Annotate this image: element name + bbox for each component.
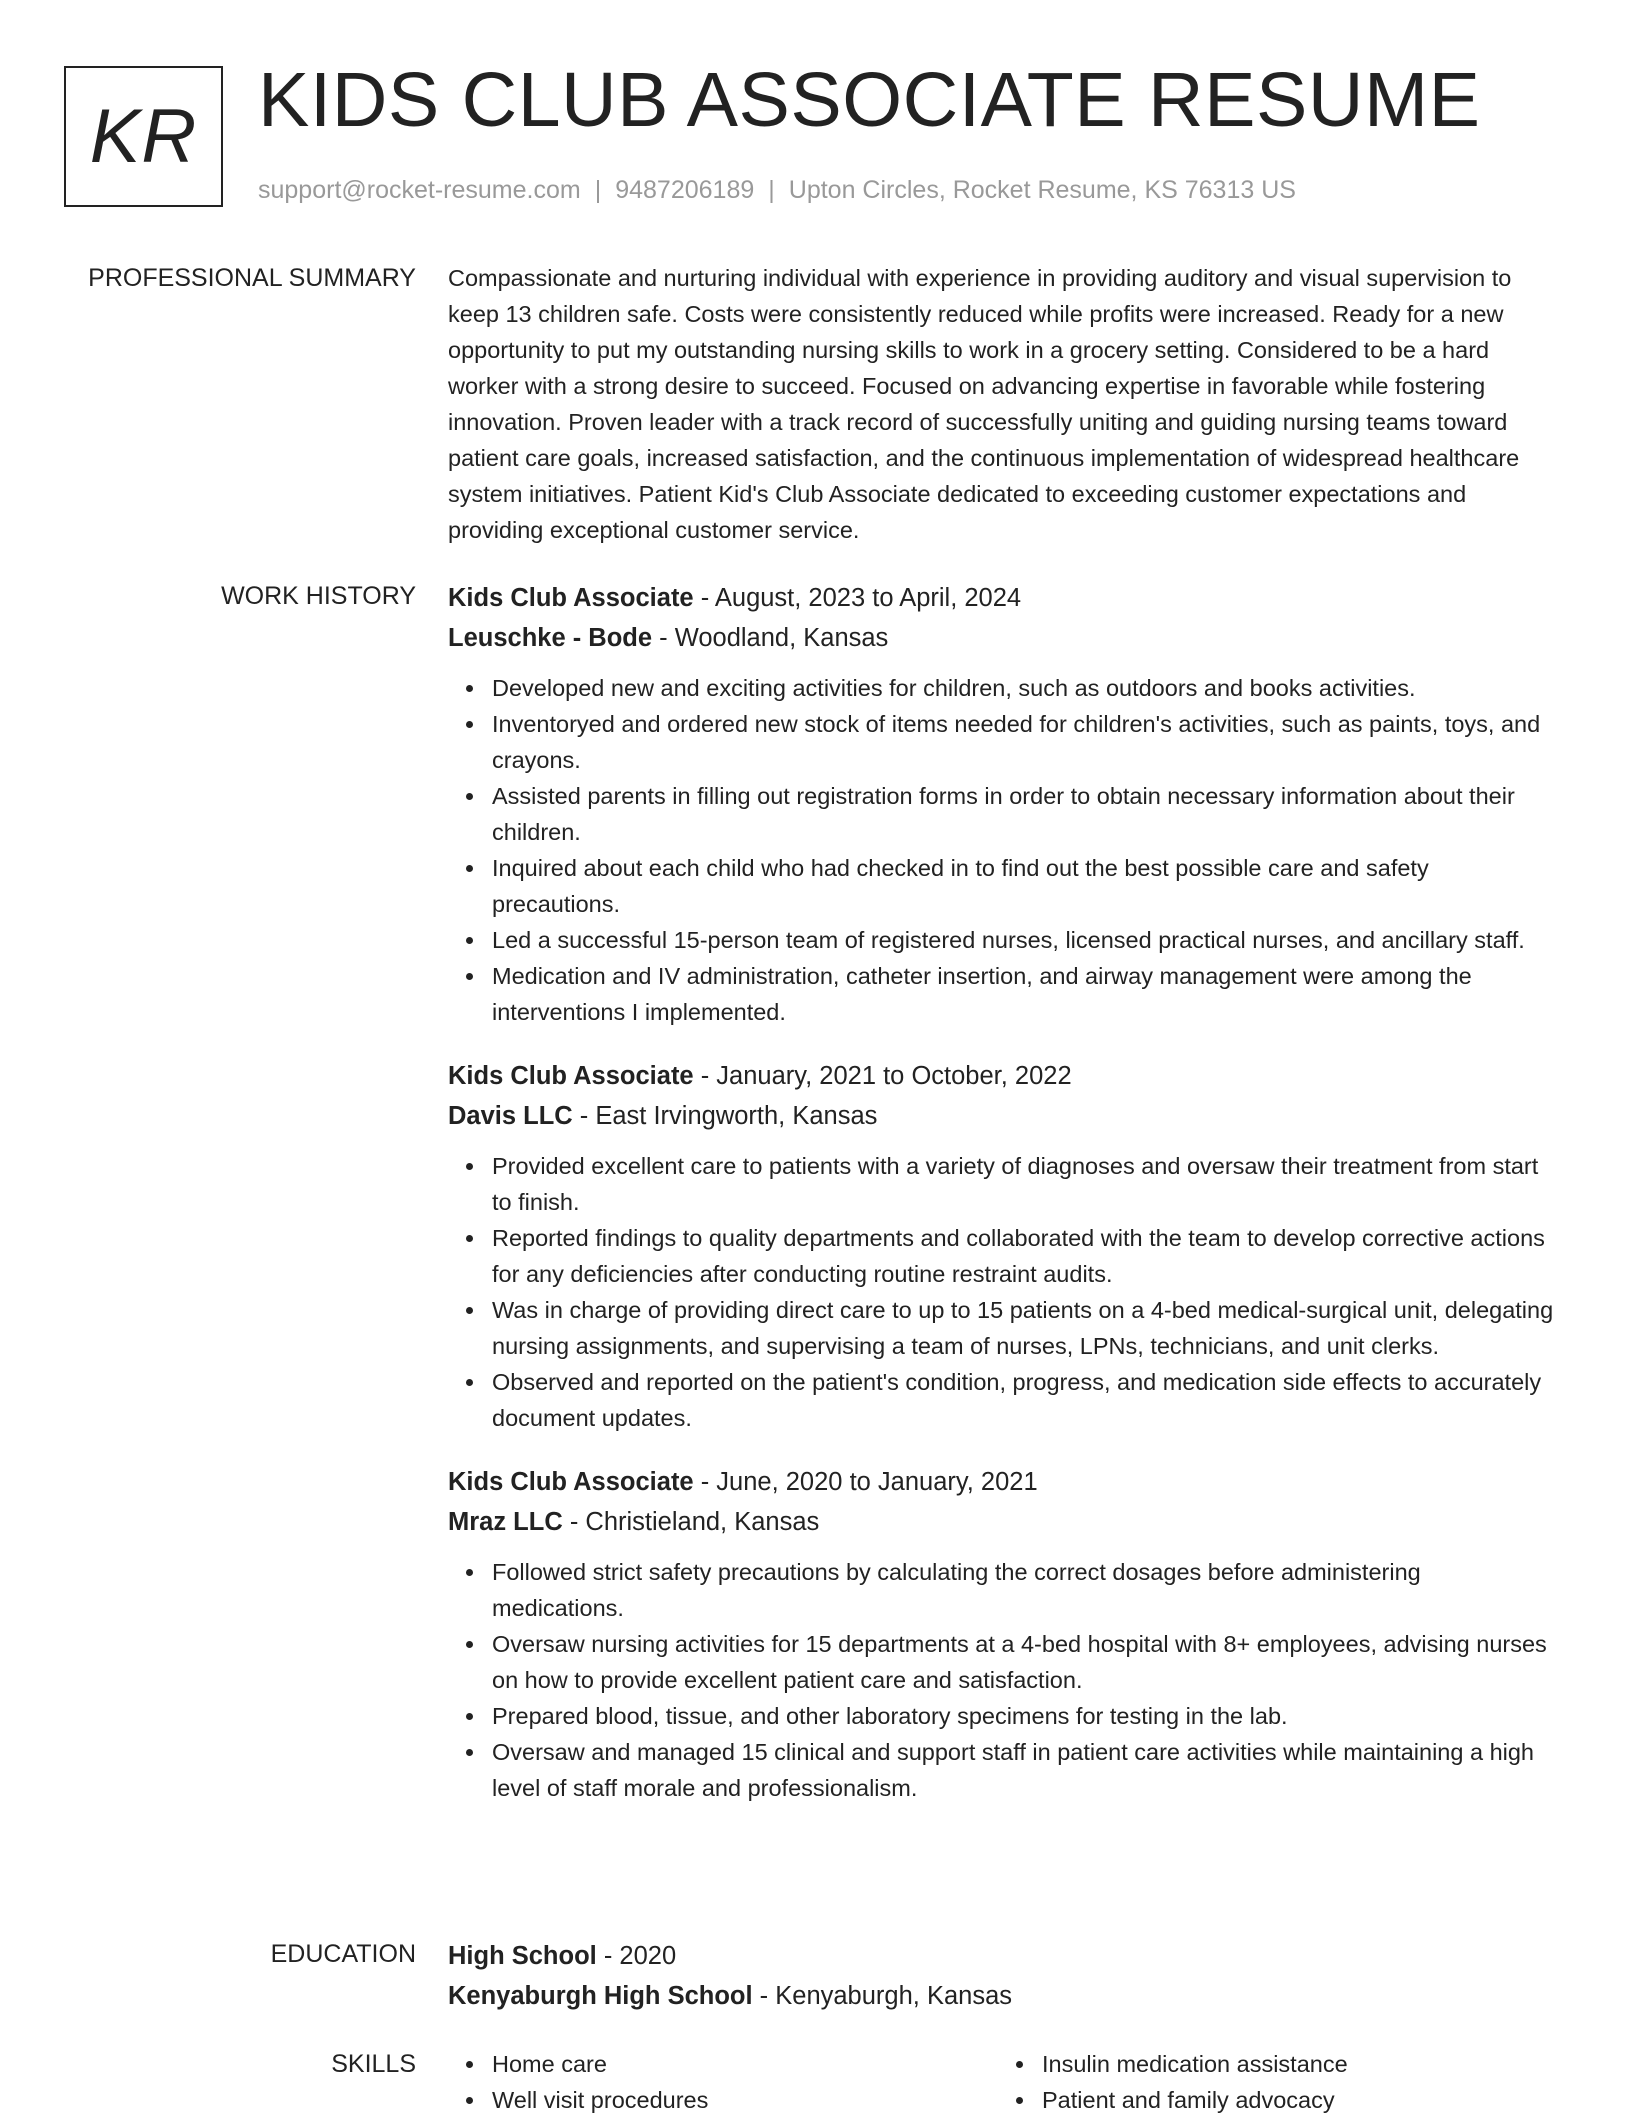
skill-item: Home care bbox=[492, 2046, 998, 2082]
job-bullet: Observed and reported on the patient's condition, progress, and medication side effects to accurately document updates. bbox=[492, 1364, 1558, 1436]
skill-item: Well visit procedures bbox=[492, 2082, 998, 2118]
job-employer-line bbox=[448, 1502, 1558, 1542]
job-bullets bbox=[448, 1148, 1558, 1436]
job-bullets bbox=[448, 670, 1558, 1030]
job-employer-line bbox=[448, 1096, 1558, 1136]
section-heading-skills: SKILLS bbox=[331, 2050, 416, 2078]
job-dates: - January, 2021 to October, 2022 bbox=[693, 1062, 1072, 1090]
education-body bbox=[448, 1936, 1558, 2016]
job-bullet: Medication and IV administration, catheter insertion, and airway management were among the interventions I implemented. bbox=[492, 958, 1558, 1030]
job-title: Kids Club Associate bbox=[448, 1468, 694, 1496]
contact-email: support@rocket-resume.com bbox=[258, 176, 581, 204]
job-title-line bbox=[448, 1056, 1558, 1096]
contact-line bbox=[258, 176, 1296, 205]
job-title: Kids Club Associate bbox=[448, 584, 694, 612]
skills-body bbox=[448, 2046, 1558, 2118]
job-bullet: Provided excellent care to patients with a variety of diagnoses and oversaw their treatment from start to finish. bbox=[492, 1148, 1558, 1220]
job-location: - Woodland, Kansas bbox=[652, 624, 889, 652]
job-bullet: Oversaw nursing activities for 15 departments at a 4-bed hospital with 8+ employees, advising nurses on how to provide excellent patient care and satisfaction. bbox=[492, 1626, 1558, 1698]
job-bullet: Led a successful 15-person team of registered nurses, licensed practical nurses, and ancillary staff. bbox=[492, 922, 1558, 958]
education-degree: High School bbox=[448, 1942, 597, 1970]
job-title-line bbox=[448, 1462, 1558, 1502]
job-dates: - June, 2020 to January, 2021 bbox=[693, 1468, 1038, 1496]
summary-body bbox=[448, 260, 1558, 548]
education-location: - Kenyaburgh, Kansas bbox=[752, 1982, 1013, 2010]
contact-separator: | bbox=[594, 176, 602, 204]
section-heading-education: EDUCATION bbox=[270, 1940, 416, 1968]
job-entry bbox=[448, 1462, 1558, 1806]
job-bullet: Developed new and exciting activities for children, such as outdoors and books activities. bbox=[492, 670, 1558, 706]
section-heading-summary: PROFESSIONAL SUMMARY bbox=[88, 264, 416, 292]
work-body bbox=[448, 578, 1558, 1806]
job-title: Kids Club Associate bbox=[448, 1062, 694, 1090]
education-school-line bbox=[448, 1976, 1558, 2016]
job-bullet: Prepared blood, tissue, and other laboratory specimens for testing in the lab. bbox=[492, 1698, 1558, 1734]
job-bullets bbox=[448, 1554, 1558, 1806]
skill-item: Patient and family advocacy bbox=[1042, 2082, 1548, 2118]
job-bullet: Followed strict safety precautions by calculating the correct dosages before administering medications. bbox=[492, 1554, 1558, 1626]
job-employer-line bbox=[448, 618, 1558, 658]
skills-list-right bbox=[998, 2046, 1548, 2118]
job-bullet: Was in charge of providing direct care to up to 15 patients on a 4-bed medical-surgical unit, delegating nursing assignments, and supervising a team of nurses, LPNs, technicians, and unit clerks. bbox=[492, 1292, 1558, 1364]
job-employer: Leuschke - Bode bbox=[448, 624, 653, 652]
resume-title: KIDS CLUB ASSOCIATE RESUME bbox=[258, 57, 1481, 143]
skill-item: Insulin medication assistance bbox=[1042, 2046, 1548, 2082]
skills-list-left bbox=[448, 2046, 998, 2118]
contact-address: Upton Circles, Rocket Resume, KS 76313 US bbox=[788, 176, 1296, 204]
job-bullet: Inventoryed and ordered new stock of items needed for children's activities, such as paints, toys, and crayons. bbox=[492, 706, 1558, 778]
job-title-line bbox=[448, 578, 1558, 618]
job-entry bbox=[448, 1056, 1558, 1436]
job-bullet: Inquired about each child who had checked in to find out the best possible care and safety precautions. bbox=[492, 850, 1558, 922]
monogram-logo: KR bbox=[64, 66, 223, 207]
job-employer: Davis LLC bbox=[448, 1102, 573, 1130]
education-degree-line bbox=[448, 1936, 1558, 1976]
education-school: Kenyaburgh High School bbox=[448, 1982, 753, 2010]
job-location: - Christieland, Kansas bbox=[562, 1508, 820, 1536]
summary-text: Compassionate and nurturing individual with experience in providing auditory and visual supervision to keep 13 children safe. Costs were consistently reduced while profits were increased. Ready for a new opportunity to put my outstanding nursing skills to work in a grocery setting. Considered to be a hard worker with a strong desire to succeed. Focused on advancing expertise in favorable while fostering innovation. Proven leader with a track record of successfully uniting and guiding nursing teams toward patient care goals, increased satisfaction, and the continuous implementation of widespread healthcare system initiatives. Patient Kid's Club Associate dedicated to exceeding customer expectations and providing exceptional customer service. bbox=[448, 265, 1520, 543]
contact-phone: 9487206189 bbox=[615, 176, 755, 204]
education-year: - 2020 bbox=[596, 1942, 677, 1970]
section-heading-work: WORK HISTORY bbox=[221, 582, 416, 610]
job-bullet: Oversaw and managed 15 clinical and support staff in patient care activities while maintaining a high level of staff morale and professionalism. bbox=[492, 1734, 1558, 1806]
contact-separator: | bbox=[768, 176, 775, 204]
job-dates: - August, 2023 to April, 2024 bbox=[693, 584, 1022, 612]
job-entry bbox=[448, 578, 1558, 1030]
job-employer: Mraz LLC bbox=[448, 1508, 563, 1536]
job-bullet: Assisted parents in filling out registration forms in order to obtain necessary information about their children. bbox=[492, 778, 1558, 850]
job-location: - East Irvingworth, Kansas bbox=[572, 1102, 878, 1130]
job-bullet: Reported findings to quality departments and collaborated with the team to develop corrective actions for any deficiencies after conducting routine restraint audits. bbox=[492, 1220, 1558, 1292]
